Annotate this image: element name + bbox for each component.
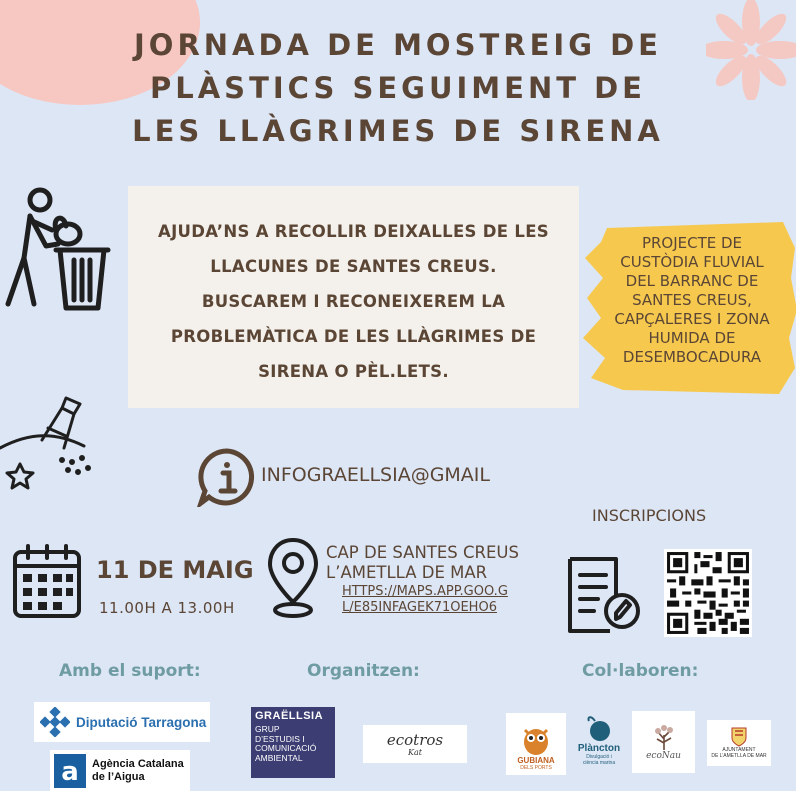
graellsia-name: GRAËLLSIA xyxy=(255,710,324,722)
title-line-3: LES LLÀGRIMES DE SIRENA xyxy=(132,114,664,148)
event-location xyxy=(326,543,519,583)
inscripcions-label: INSCRIPCIONS xyxy=(592,506,707,525)
form-pen-icon xyxy=(566,555,642,635)
projecte-line-4: SANTES CREUS, xyxy=(632,291,752,309)
owl-icon xyxy=(519,724,553,756)
page-title xyxy=(80,24,716,153)
aca-label-line-2: de l’Aigua xyxy=(92,770,145,783)
title-line-2: PLÀSTICS SEGUIMENT DE xyxy=(150,71,646,105)
graellsia-line-2: D’ESTUDIS I xyxy=(255,733,305,744)
gubiana-line-2: DELS PORTS xyxy=(520,765,552,771)
ecotros-logo xyxy=(363,725,467,763)
title-line-1: JORNADA DE MOSTREIG DE xyxy=(134,28,662,62)
location-line-1: CAP DE SANTES CREUS xyxy=(326,543,519,562)
projecte-line-3: DEL BARRANC DE xyxy=(625,272,759,290)
ecotros-label: ecotros xyxy=(386,730,444,749)
info-icon xyxy=(197,447,257,507)
contact-email[interactable]: INFOGRAELLSIA@GMAIL xyxy=(261,464,490,486)
event-hours: 11.00H A 13.00H xyxy=(99,599,235,617)
maps-link[interactable] xyxy=(342,584,508,616)
projecte-text xyxy=(597,234,787,367)
graellsia-line-1: GRUP xyxy=(255,724,280,734)
person-trash-icon xyxy=(0,186,112,314)
location-line-2: L’AMETLLA DE MAR xyxy=(326,563,488,582)
flower-decoration xyxy=(706,0,796,100)
calendar-icon xyxy=(12,544,82,620)
gubiana-line-1: GUBIANA xyxy=(517,756,555,765)
message-line-5: SIRENA O PÈL.LETS. xyxy=(258,362,449,381)
plancton-sub-1: Divulgació i xyxy=(586,754,612,760)
message-line-3: BUSCAREM I RECONEIXEREM LA xyxy=(201,292,506,311)
message-line-4: PROBLEMÀTICA DE LES LLÀGRIMES DE xyxy=(170,327,537,346)
maps-link-line-2[interactable]: L/E85INFAGEK71OEHO6 xyxy=(342,600,497,615)
diputacio-logo xyxy=(34,702,210,742)
bottle-icon xyxy=(0,392,104,492)
graellsia-line-4: AMBIENTAL xyxy=(255,752,303,763)
plancton-logo xyxy=(573,713,625,775)
message-text xyxy=(135,214,572,389)
message-line-1: AJUDA’NS A RECOLLIR DEIXALLES DE LES xyxy=(158,222,549,241)
econau-label: ecoNau xyxy=(646,751,681,761)
message-line-2: LLACUNES DE SANTES CREUS. xyxy=(210,257,497,276)
coat-of-arms-icon xyxy=(731,727,747,747)
ecotros-sub: Kat xyxy=(408,747,422,757)
plancton-sub-2: ciència marina xyxy=(582,760,616,766)
projecte-line-2: CUSTÒDIA FLUVIAL xyxy=(620,253,764,271)
collaborate-heading: Col·laboren: xyxy=(582,661,699,681)
qr-code[interactable] xyxy=(664,549,752,637)
event-date: 11 DE MAIG xyxy=(96,556,254,584)
projecte-line-6: HUMIDA DE xyxy=(648,329,736,347)
ajuntament-line-1: AJUNTAMENT xyxy=(722,747,756,753)
aca-emblem-icon xyxy=(54,754,86,788)
plankton-icon xyxy=(585,713,613,743)
diputacio-label: Diputació Tarragona xyxy=(76,714,207,730)
ajuntament-logo xyxy=(707,720,771,766)
graellsia-logo xyxy=(251,707,335,778)
maps-link-line-1[interactable]: HTTPS://MAPS.APP.GOO.G xyxy=(342,584,508,599)
econau-logo xyxy=(632,711,695,773)
diputacio-emblem-icon xyxy=(40,707,70,737)
organize-heading: Organitzen: xyxy=(307,661,420,681)
tree-icon xyxy=(649,723,679,751)
location-pin-icon xyxy=(266,536,320,620)
svg-text:a: a xyxy=(61,756,79,787)
aca-logo xyxy=(50,750,190,791)
aca-label-line-1: Agència Catalana xyxy=(92,757,184,770)
projecte-line-5: CAPÇALERES I ZONA xyxy=(614,310,770,328)
projecte-line-1: PROJECTE DE xyxy=(641,234,743,252)
gubiana-logo xyxy=(506,713,566,775)
support-heading: Amb el suport: xyxy=(59,661,201,681)
projecte-line-7: DESEMBOCADURA xyxy=(622,348,762,366)
ajuntament-line-2: DE L’AMETLLA DE MAR xyxy=(711,753,767,759)
graellsia-line-3: COMUNICACIÓ xyxy=(255,743,317,753)
plancton-label: Plàncton xyxy=(577,743,621,754)
